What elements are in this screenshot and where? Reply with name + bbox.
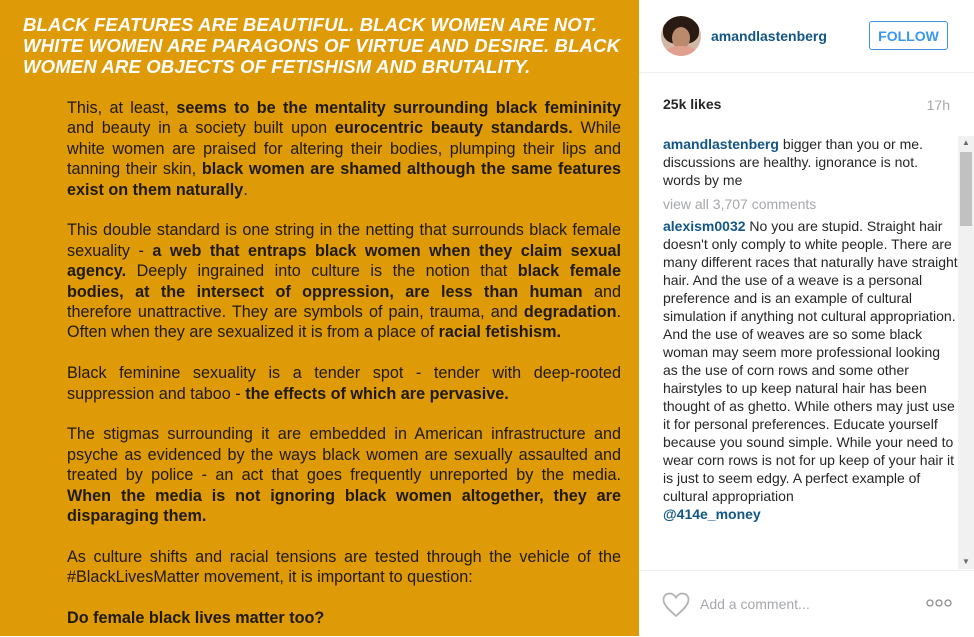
bold-text: black women are shamed although the same features exist on them naturally (67, 160, 621, 199)
bold-text: racial fetishism. (438, 323, 561, 342)
more-options-icon[interactable] (926, 599, 952, 607)
username-link[interactable]: amandlastenberg (711, 28, 827, 44)
post-headline: BLACK FEATURES ARE BEAUTIFUL. BLACK WOMEN ARE NOT. WHITE WOMEN ARE PARAGONS OF VIRTUE AND DESIRE. BLACK WOMEN ARE OBJECTS OF FETISHISM AND BRUTALITY. (23, 14, 621, 77)
list-item (663, 217, 958, 523)
comments-scrollbar[interactable] (958, 136, 974, 569)
post-sidebar (639, 0, 974, 636)
post-paragraph (67, 424, 621, 526)
bold-text: black female bodies, at the intersect of oppression, are less than human (67, 262, 621, 301)
text: Deeply ingrained into culture is the notion that (126, 262, 518, 281)
scrollbar-thumb[interactable] (960, 152, 972, 226)
follow-button[interactable]: FOLLOW (869, 21, 948, 50)
text: . (243, 180, 248, 199)
text: As culture shifts and racial tensions are tested through the vehicle of the #BlackLivesMatter movement, it is important to question: (67, 547, 621, 587)
view-all-comments-link[interactable]: view all 3,707 comments (663, 196, 817, 212)
text: While white women are praised for altering their bodies, plumping their lips and tanning their skin, (67, 119, 621, 179)
caption-line-2: discussions are healthy. ignorance is not. (663, 154, 918, 170)
add-comment-input[interactable]: Add a comment... (700, 596, 810, 612)
bold-text: the effects of which are pervasive. (245, 384, 509, 403)
bold-text: Do female black lives matter too? (67, 609, 325, 628)
comments-list[interactable] (663, 135, 958, 570)
heart-icon[interactable] (662, 592, 690, 618)
caption-line-3: words by me (663, 172, 743, 188)
text: This, at least, (67, 99, 177, 117)
text: and therefore unattractive. They are symbols of pain, trauma, and (67, 282, 621, 322)
post-paragraph (67, 220, 621, 342)
bold-text: eurocentric beauty standards. (334, 119, 573, 138)
post-paragraph (67, 363, 621, 404)
scroll-up-arrow-icon[interactable]: ▲ (962, 138, 970, 147)
caption (663, 135, 958, 189)
post-paragraph (67, 608, 621, 628)
comment-text: No you are stupid. Straight hair doesn't only comply to white people. There are many different races that naturally have straight hair. And the use of a weave is a personal preference and is an example of cultural simulation if anything not cultural appropriation. And the use of weaves are so some black woman may seem more professional looking as the use of corn rows and some other hairstyles to up keep natural hair has been thought of as ghetto. While others may just use it for personal preferences. Educate yourself because you sound simple. While your need to wear corn rows is not for up keep of your hair it is just to seem edgy. A perfect example of cultural appropriation (663, 218, 958, 504)
comment-username[interactable]: alexism0032 (663, 218, 746, 234)
post-paragraph (67, 547, 621, 588)
text: . Often when they are sexualized it is from a place of (67, 303, 621, 342)
comment-mention[interactable]: @414e_money (663, 506, 761, 522)
text: and beauty in a society built upon (67, 119, 335, 138)
likes-count[interactable]: 25k likes (663, 96, 722, 112)
caption-username[interactable]: amandlastenberg (663, 136, 779, 152)
bold-text: seems to be the mentality surrounding black femininity (176, 99, 622, 117)
text: The stigmas surrounding it are embedded in American infrastructure and psyche as evidenced by the ways black women are sexually assaulted and treated by police - an act that goes frequently unreported by the media. (67, 425, 621, 485)
text: Black feminine sexuality is a tender spot - tender with deep-rooted suppression and taboo - (67, 364, 621, 403)
comment-footer (639, 570, 974, 637)
post-timestamp: 17h (926, 97, 950, 113)
bold-text: a web that entraps black women when they claim sexual agency. (67, 241, 621, 281)
text: This double standard is one string in the netting that surrounds black female sexuality - (67, 221, 621, 260)
bold-text: When the media is not ignoring black women altogether, they are disparaging them. (67, 486, 621, 526)
post-header (639, 0, 974, 73)
post-body-text (67, 98, 621, 636)
scroll-down-arrow-icon[interactable]: ▼ (962, 557, 970, 566)
avatar[interactable] (661, 16, 701, 56)
caption-line-1: bigger than you or me. (782, 136, 923, 152)
bold-text: degradation (523, 303, 617, 322)
post-paragraph (67, 98, 621, 200)
